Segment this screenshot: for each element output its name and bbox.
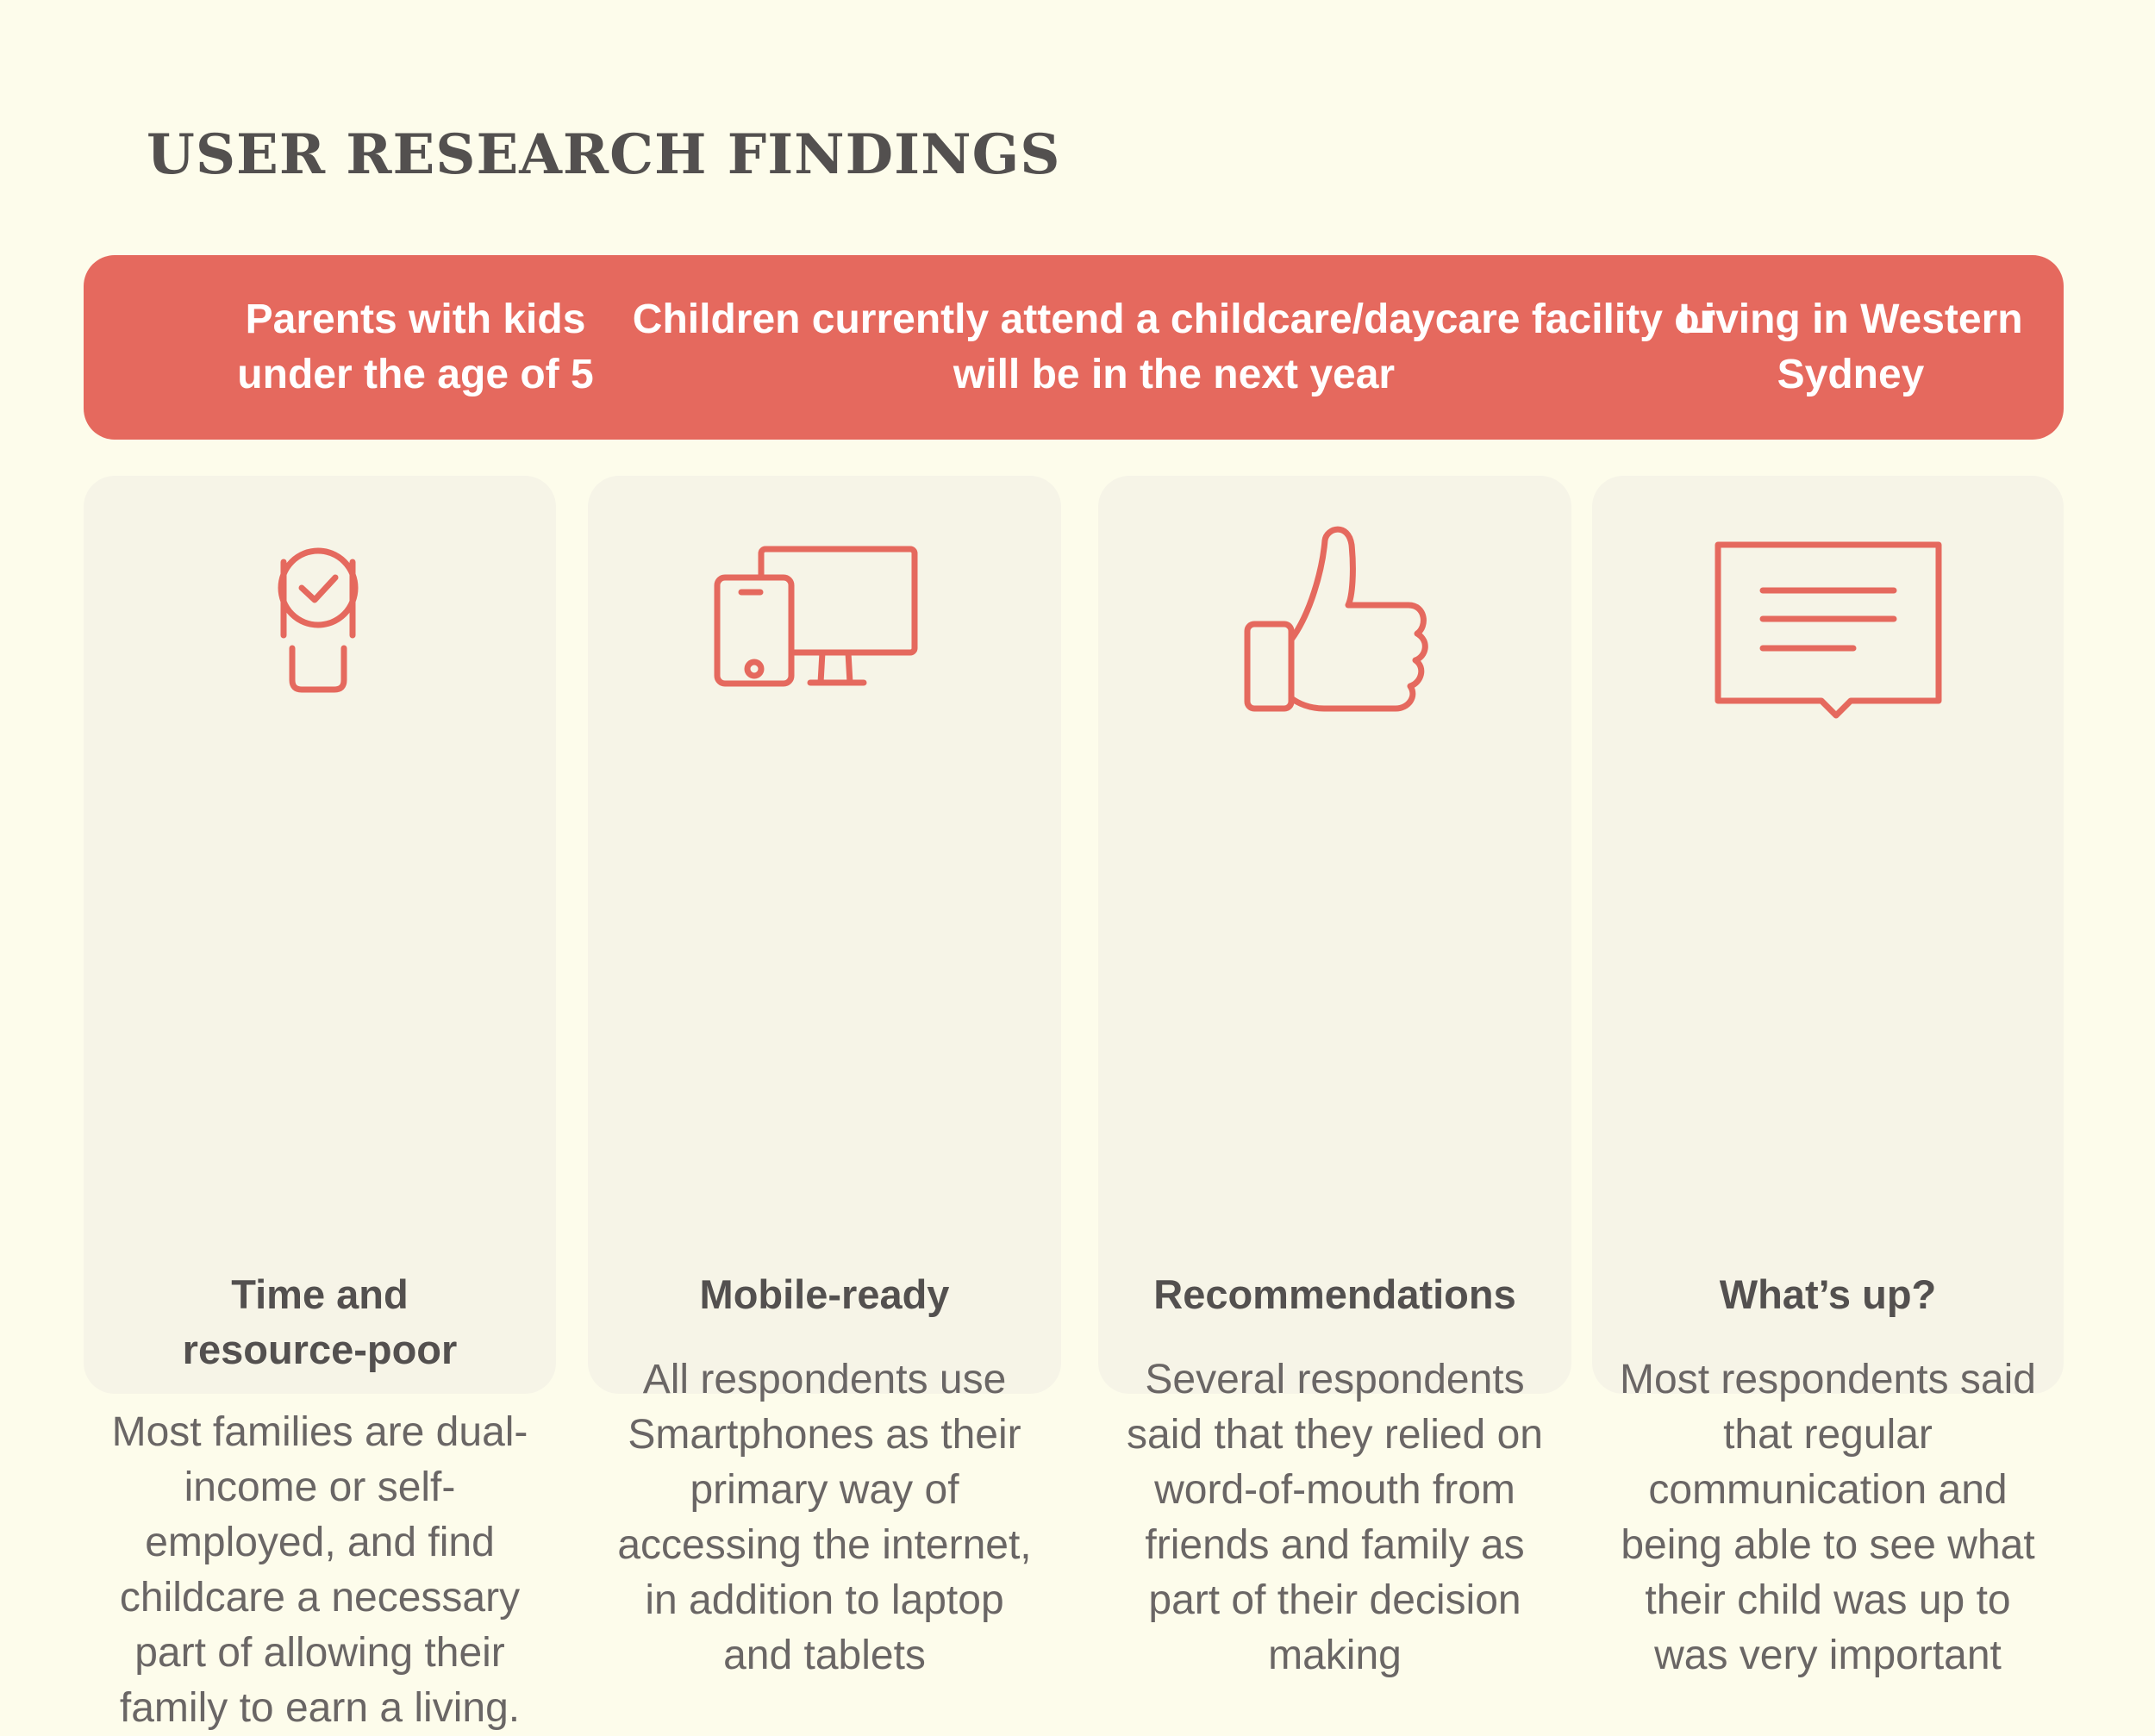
criteria-banner bbox=[84, 255, 2064, 440]
devices-icon bbox=[588, 476, 1061, 734]
finding-title: Recommendations bbox=[1153, 1271, 1516, 1317]
criterion-childcare: Children currently attend a childcare/daycare facility or will be in the next year bbox=[632, 297, 1716, 397]
finding-title: What’s up? bbox=[1719, 1271, 1937, 1317]
page-title: USER RESEARCH FINDINGS bbox=[147, 122, 1061, 187]
finding-card-mobile bbox=[588, 476, 1061, 1678]
watch-icon bbox=[84, 476, 556, 734]
message-icon bbox=[1592, 476, 2064, 734]
finding-body: Most respondents said that regular communication and being able to see what their child was up to was very important bbox=[1620, 1357, 2036, 1678]
finding-card-recommendations bbox=[1098, 476, 1571, 1678]
criterion-age: Parents with kids under the age of 5 bbox=[237, 297, 594, 397]
finding-title: Mobile-ready bbox=[699, 1271, 950, 1317]
finding-body: All respondents use Smartphones as their primary way of accessing the internet, in addition to laptop and tablets bbox=[617, 1357, 1032, 1678]
criterion-location: Living in Western Sydney bbox=[1678, 297, 2023, 397]
finding-card-communication bbox=[1592, 476, 2064, 1678]
finding-card-time bbox=[84, 476, 556, 1731]
finding-body: Several respondents said that they relied on word-of-mouth from friends and family as part of their decision making bbox=[1127, 1357, 1543, 1678]
finding-title: Time and resource-poor bbox=[182, 1271, 458, 1372]
thumbs-up-icon bbox=[1098, 476, 1571, 734]
finding-body: Most families are dual-income or self-employed, and find childcare a necessary part of allowing their family to earn a living. bbox=[111, 1409, 528, 1731]
